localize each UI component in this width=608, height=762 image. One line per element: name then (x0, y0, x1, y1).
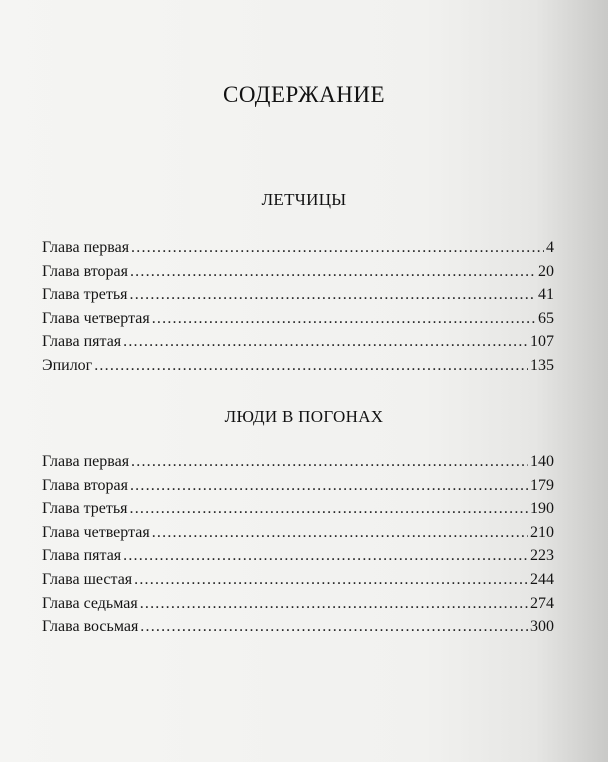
toc-entry-label: Глава шестая (42, 570, 133, 588)
toc-entry (42, 497, 554, 521)
toc-list-1 (42, 236, 554, 378)
toc-entry-page: 223 (530, 547, 554, 565)
toc-entry-label: Глава вторая (42, 476, 128, 494)
toc-entry (42, 544, 554, 568)
toc-entry-label: Глава третья (42, 286, 128, 304)
dot-leader (140, 615, 528, 639)
toc-entry-page: 41 (538, 286, 554, 304)
toc-entry (42, 330, 554, 354)
toc-entry-page: 135 (530, 356, 554, 374)
toc-entry (42, 592, 554, 616)
toc-entry (42, 260, 554, 284)
toc-entry-label: Глава третья (42, 500, 128, 518)
toc-entry-label: Глава пятая (42, 547, 122, 565)
page-title: СОДЕРЖАНИЕ (222, 82, 385, 107)
toc-entry-label: Глава первая (42, 239, 130, 256)
toc-entry-label: Глава четвертая (42, 523, 150, 541)
dot-leader (130, 283, 536, 307)
toc-entry (42, 307, 554, 331)
toc-entry-page: 210 (530, 523, 554, 541)
toc-entry-page: 4 (546, 239, 554, 256)
toc-list-2 (42, 450, 554, 639)
dot-leader (130, 474, 528, 498)
toc-entry (42, 474, 554, 498)
toc-entry-page: 20 (538, 262, 554, 280)
toc-entry-page: 179 (530, 476, 554, 494)
toc-entry-page: 107 (530, 333, 554, 351)
toc-entry-page: 190 (530, 500, 554, 518)
toc-entry-label: Глава четвертая (42, 309, 150, 327)
dot-leader (123, 330, 528, 354)
toc-entry (42, 568, 554, 592)
toc-entry (42, 354, 554, 378)
toc-entry-page: 300 (530, 618, 554, 636)
toc-entry (42, 236, 554, 260)
toc-entry-page: 274 (530, 594, 554, 612)
toc-entry (42, 521, 554, 545)
dot-leader (94, 354, 528, 378)
toc-entry (42, 450, 554, 474)
dot-leader (130, 497, 528, 521)
toc-entry-label: Глава седьмая (42, 594, 138, 612)
dot-leader (131, 450, 528, 474)
toc-entry-label: Глава пятая (42, 333, 122, 351)
toc-entry-label: Глава первая (42, 453, 130, 470)
toc-entry (42, 283, 554, 307)
dot-leader (152, 521, 528, 545)
section-title-2: ЛЮДИ В ПОГОНАХ (224, 407, 384, 426)
toc-entry-label: Глава вторая (42, 262, 128, 280)
dot-leader (131, 236, 544, 260)
toc-entry (42, 615, 554, 639)
dot-leader (152, 307, 536, 331)
dot-leader (134, 568, 528, 592)
toc-entry-page: 244 (530, 570, 554, 588)
toc-entry-page: 140 (530, 453, 554, 470)
toc-entry-label: Эпилог (42, 356, 93, 374)
dot-leader (130, 260, 536, 284)
dot-leader (140, 592, 528, 616)
section-title-1: ЛЕТЧИЦЫ (261, 190, 347, 209)
toc-entry-label: Глава восьмая (42, 618, 139, 636)
dot-leader (123, 544, 528, 568)
toc-entry-page: 65 (538, 309, 554, 327)
